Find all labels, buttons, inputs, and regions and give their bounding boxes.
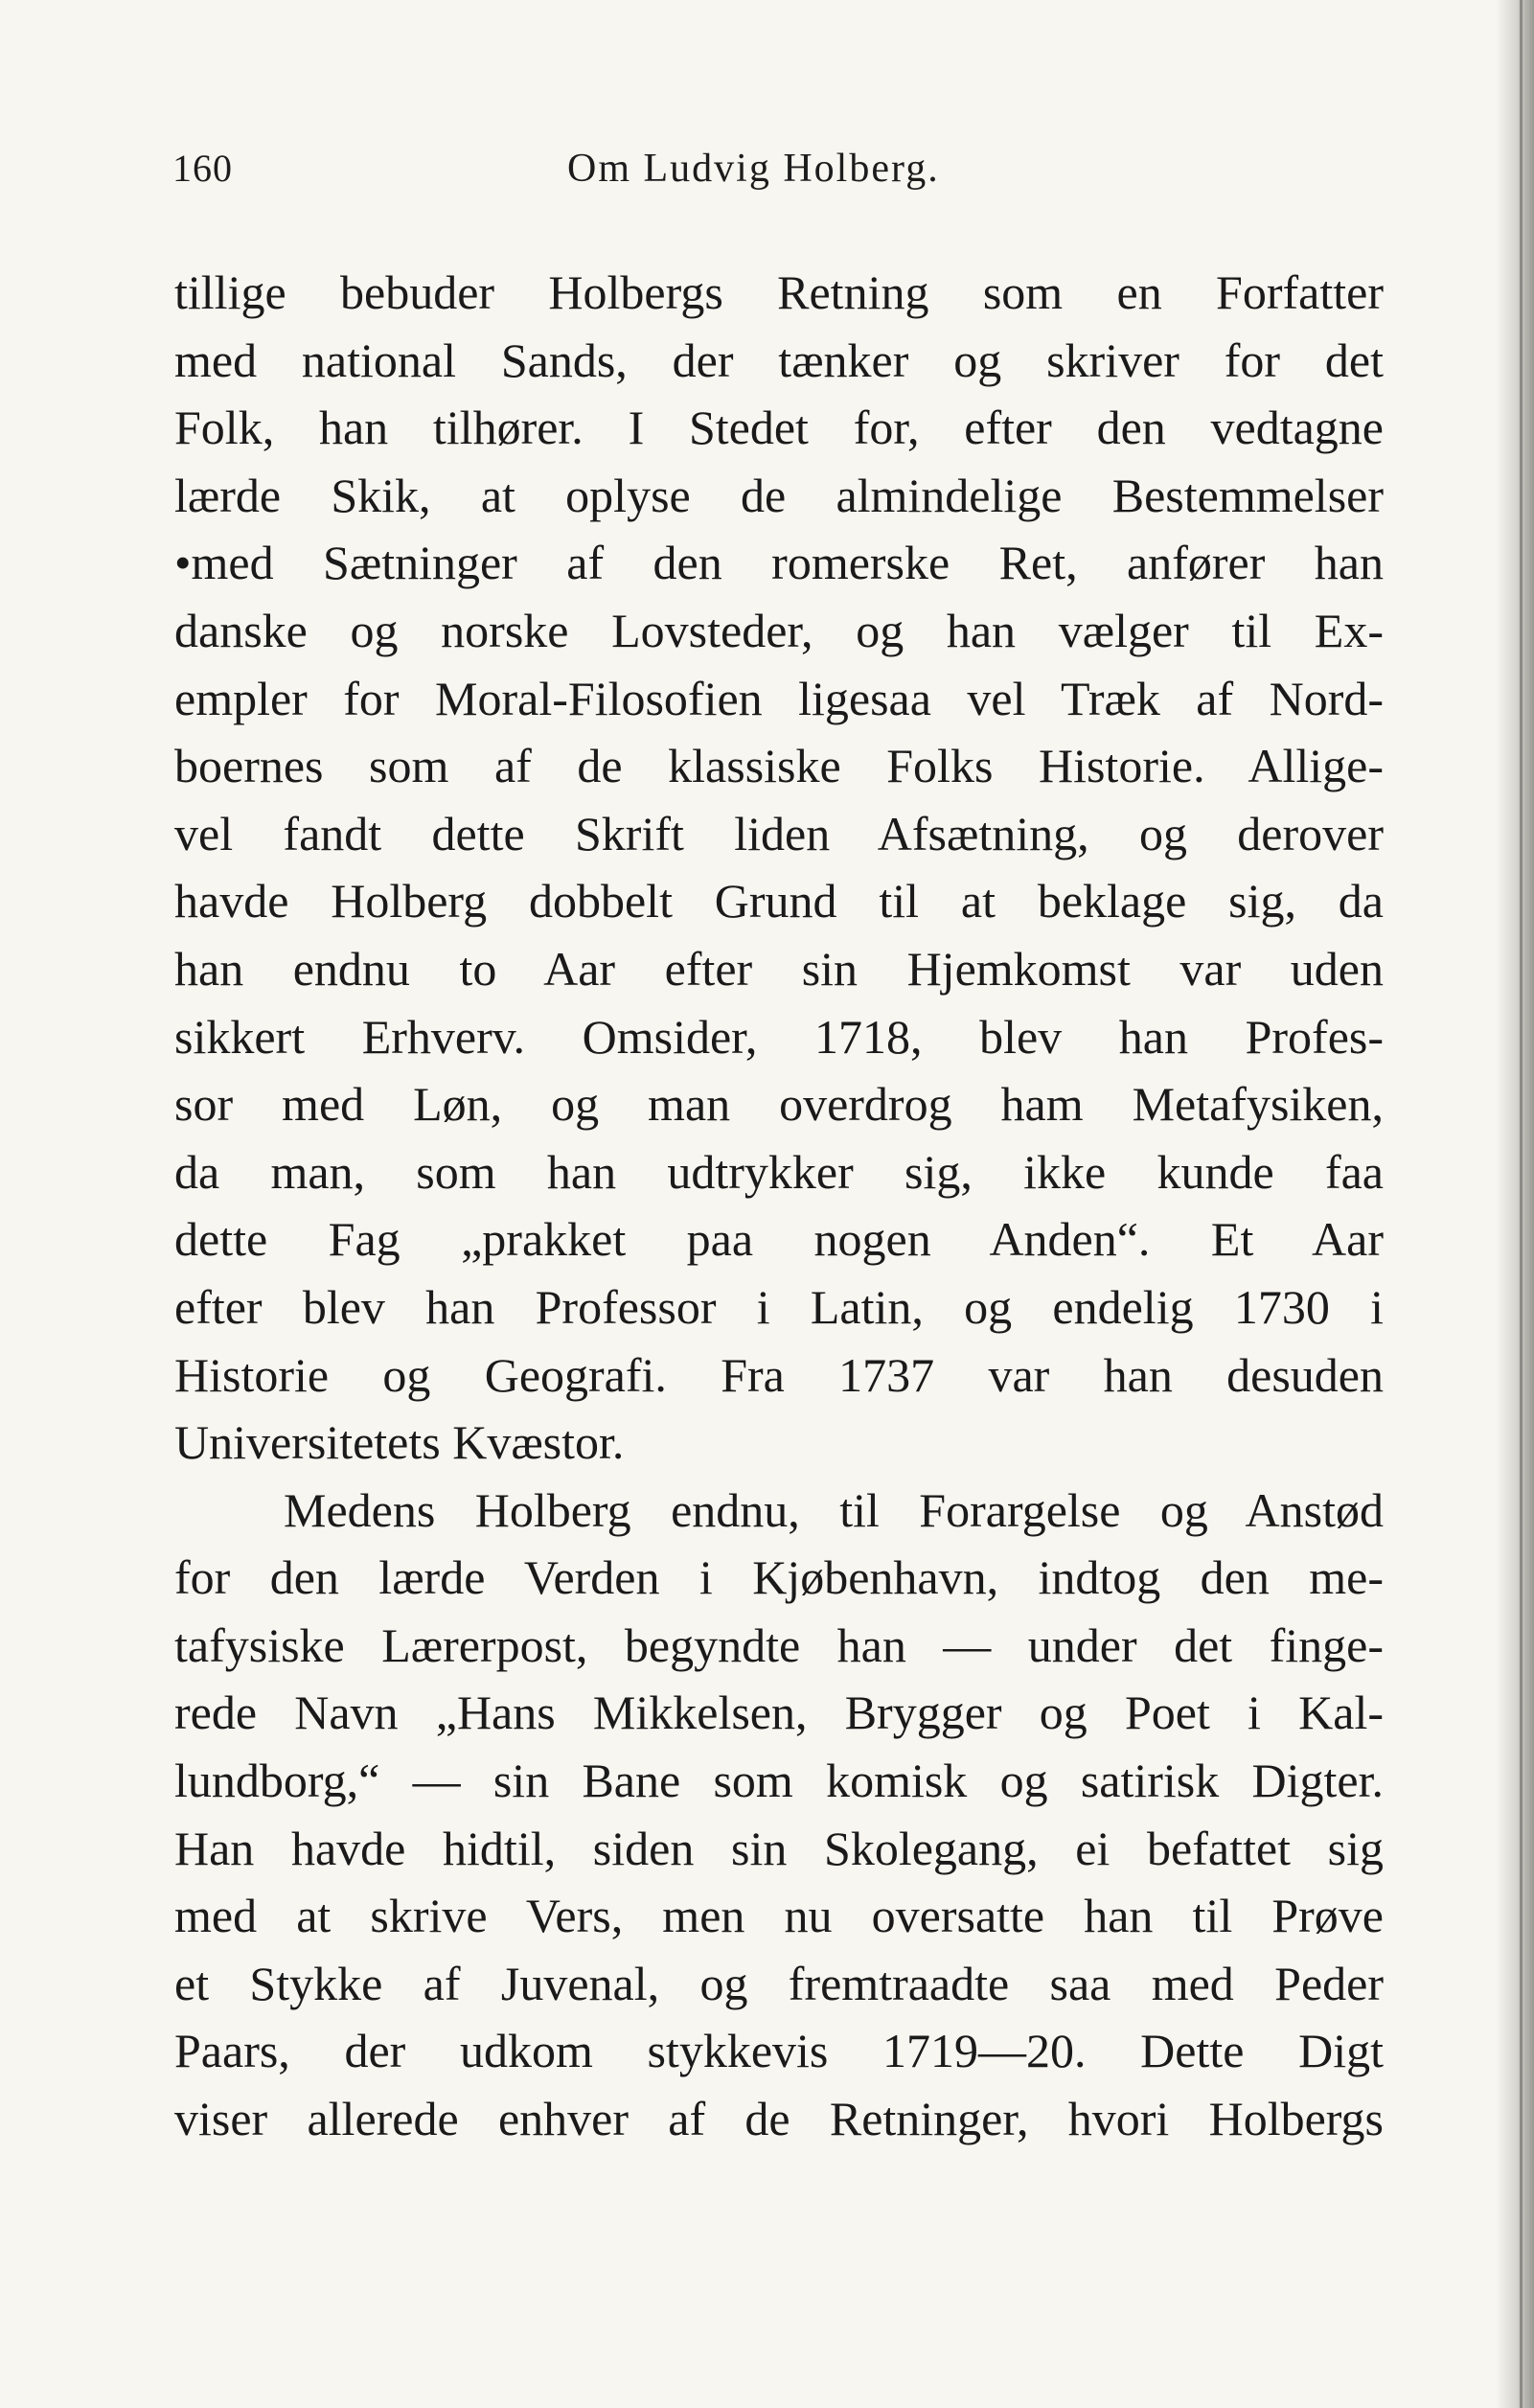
text-line: Han havde hidtil, siden sin Skolegang, ei befattet sig bbox=[174, 1821, 1384, 1875]
text-line: et Stykke af Juvenal, og fremtraadte saa med Peder bbox=[174, 1956, 1384, 2010]
running-title: Om Ludvig Holberg. bbox=[567, 147, 940, 191]
text-line: rede Navn „Hans Mikkelsen, Brygger og Poet i Kal- bbox=[174, 1686, 1384, 1740]
text-line: Medens Holberg endnu, til Forargelse og Anstød bbox=[284, 1482, 1384, 1537]
text-line: med at skrive Vers, men nu oversatte han til Prøve bbox=[174, 1889, 1384, 1943]
body-text bbox=[174, 259, 1384, 2153]
page-edge-shadow bbox=[1496, 0, 1534, 2408]
text-line: viser allerede enhver af de Retninger, hvori Holbergs bbox=[174, 2092, 1384, 2146]
text-line: med national Sands, der tænker og skriver for det bbox=[174, 333, 1384, 387]
text-line: vel fandt dette Skrift liden Afsætning, og derover bbox=[174, 806, 1384, 860]
text-line: lærde Skik, at oplyse de almindelige Bestemmelser bbox=[174, 468, 1384, 522]
text-line: for den lærde Verden i Kjøbenhavn, indtog den me- bbox=[174, 1550, 1384, 1605]
text-line: Universitetets Kvæstor. bbox=[174, 1415, 625, 1470]
text-line: boernes som af de klassiske Folks Historie. Allige- bbox=[174, 739, 1384, 793]
page-header bbox=[172, 146, 1389, 203]
paragraph-1 bbox=[174, 259, 1384, 1477]
text-line: sor med Løn, og man overdrog ham Metafysiken, bbox=[174, 1077, 1384, 1132]
text-line: dette Fag „prakket paa nogen Anden“. Et Aar bbox=[174, 1212, 1384, 1267]
text-line: efter blev han Professor i Latin, og endelig 1730 i bbox=[174, 1279, 1384, 1334]
page-edge-line bbox=[1520, 0, 1523, 2408]
text-line: sikkert Erhverv. Omsider, 1718, blev han Profes- bbox=[174, 1009, 1384, 1064]
text-line: lundborg,“ — sin Bane som komisk og satirisk Digter. bbox=[174, 1754, 1384, 1808]
text-line: han endnu to Aar efter sin Hjemkomst var uden bbox=[174, 941, 1384, 996]
text-line: Paars, der udkom stykkevis 1719—20. Dette Digt bbox=[174, 2024, 1384, 2078]
text-line: danske og norske Lovsteder, og han vælger til Ex- bbox=[174, 603, 1384, 657]
text-line: Historie og Geografi. Fra 1737 var han desuden bbox=[174, 1347, 1384, 1402]
paragraph-2 bbox=[174, 1477, 1384, 2153]
text-line: tillige bebuder Holbergs Retning som en Forfatter bbox=[174, 265, 1384, 319]
text-line: havde Holberg dobbelt Grund til at beklage sig, da bbox=[174, 874, 1384, 929]
text-line: Folk, han tilhører. I Stedet for, efter den vedtagne bbox=[174, 401, 1384, 455]
text-line: •med Sætninger af den romerske Ret, anfører han bbox=[174, 536, 1384, 590]
text-line: tafysiske Lærerpost, begyndte han — under det finge- bbox=[174, 1617, 1384, 1672]
text-line: da man, som han udtrykker sig, ikke kunde faa bbox=[174, 1144, 1384, 1199]
page-number: 160 bbox=[172, 147, 233, 190]
text-line: empler for Moral-Filosofien ligesaa vel Træk af Nord- bbox=[174, 671, 1384, 725]
